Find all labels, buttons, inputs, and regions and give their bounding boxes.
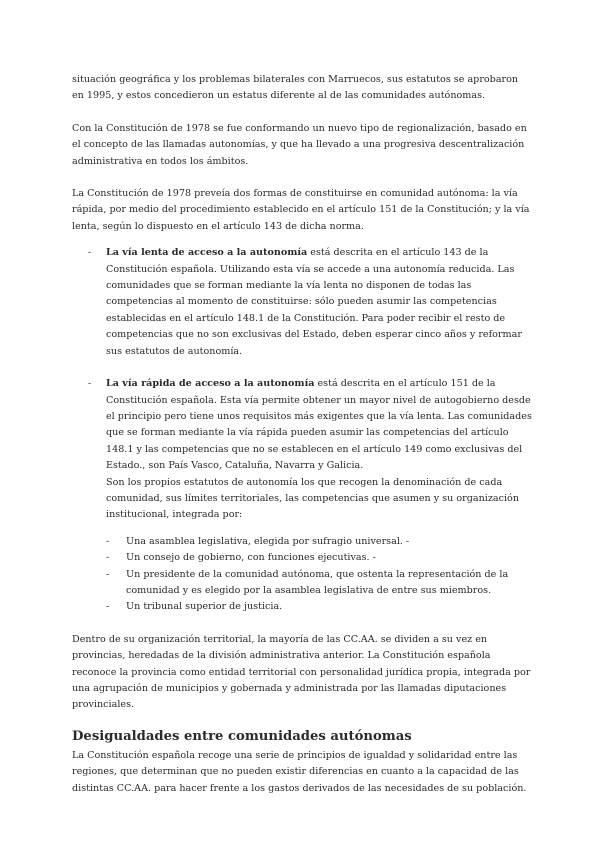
list-item	[106, 567, 532, 600]
list-marker: -	[106, 601, 110, 613]
list-item-via-lenta	[72, 245, 532, 360]
list-item	[106, 550, 532, 566]
inequalities-paragraph: La Constitución española recoge una serie de principios de igualdad y solidaridad entre las regiones, que determinan que no pueden existir diferencias en cuanto a la capacidad de las distintas CC.AA. para hacer frente a los gastos derivados de las necesidades de su población.	[72, 749, 527, 794]
list-marker: -	[88, 378, 92, 390]
document-page	[72, 72, 532, 797]
list-item-via-rapida	[72, 376, 532, 616]
intro-paragraph: situación geográfica y los problemas bilaterales con Marruecos, sus estatutos se aprobaron en 1995, y estos concedieron un estatus diferente al de las comunidades autónomas.	[72, 74, 519, 102]
institution-text: Una asamblea legislativa, elegida por sufragio universal. -	[126, 535, 410, 547]
list-item	[106, 534, 532, 550]
via-lenta-text: está descrita en el artículo 143 de la Constitución española. Utilizando esta vía se accede a una autonomía reducida. Las comunidades que se forman mediante la vía lenta no disponen de todas las competencias al momento de constituirse: sólo pueden asumir las competencias establecidas en el artículo 148.1 de la Constitución. Para poder recibir el resto de competencias que no son exclusivas del Estado, deben esperar cinco años y reformar sus estatutos de autonomía.	[106, 247, 522, 357]
list-marker: -	[106, 552, 110, 564]
via-lenta-title: La vía lenta de acceso a la autonomía	[106, 247, 308, 259]
list-marker: -	[88, 247, 92, 259]
institutions-list	[106, 534, 532, 616]
statutes-paragraph: Son los propios estatutos de autonomía los que recogen la denominación de cada comunidad, sus límites territoriales, las competencias que asumen y su organización institucional, integrada por:	[106, 476, 520, 521]
list-marker: -	[106, 568, 110, 580]
provinces-paragraph: Dentro de su organización territorial, la mayoría de las CC.AA. se dividen a su vez en provincias, heredadas de la división administrativa anterior. La Constitución española reconoce la provincia como entidad territorial con personalidad jurídica propia, integrada por una agrupación de municipios y gobernada y administrada por las llamadas diputaciones provinciales.	[72, 633, 531, 711]
via-rapida-text: está descrita en el artículo 151 de la Constitución española. Esta vía permite obtener un mayor nivel de autogobierno desde el principio pero tiene unos requisitos más exigentes que la vía lenta. Las comunidades que se forman mediante la vía rápida pueden asumir las competencias del artículo 148.1 y las competencias que no se establecen en el artículo 149 como exclusivas del Estado., son País Vasco, Cataluña, Navarra y Galicia.	[106, 378, 532, 472]
institution-text: Un consejo de gobierno, con funciones ejecutivas. -	[126, 552, 376, 564]
institution-text: Un tribunal superior de justicia.	[126, 601, 283, 613]
regionalization-paragraph: Con la Constitución de 1978 se fue conformando un nuevo tipo de regionalización, basado en el concepto de las llamadas autonomías, y que ha llevado a una progresiva descentralización administrativa en todos los ámbitos.	[72, 122, 527, 167]
two-ways-paragraph: La Constitución de 1978 preveía dos formas de constituirse en comunidad autónoma: la vía rápida, por medio del procedimiento establecido en el artículo 151 de la Constitución; y la vía lenta, según lo dispuesto en el artículo 143 de dicha norma.	[72, 188, 530, 232]
institution-text: Un presidente de la comunidad autónoma, que ostenta la representación de la comunidad y es elegido por la asamblea legislativa de entre sus miembros.	[126, 568, 509, 596]
section-heading: Desigualdades entre comunidades autónomas	[72, 728, 412, 744]
list-marker: -	[106, 535, 110, 547]
via-rapida-title: La vía rápida de acceso a la autonomía	[106, 378, 315, 390]
access-ways-list	[72, 245, 532, 616]
list-item	[106, 599, 532, 615]
